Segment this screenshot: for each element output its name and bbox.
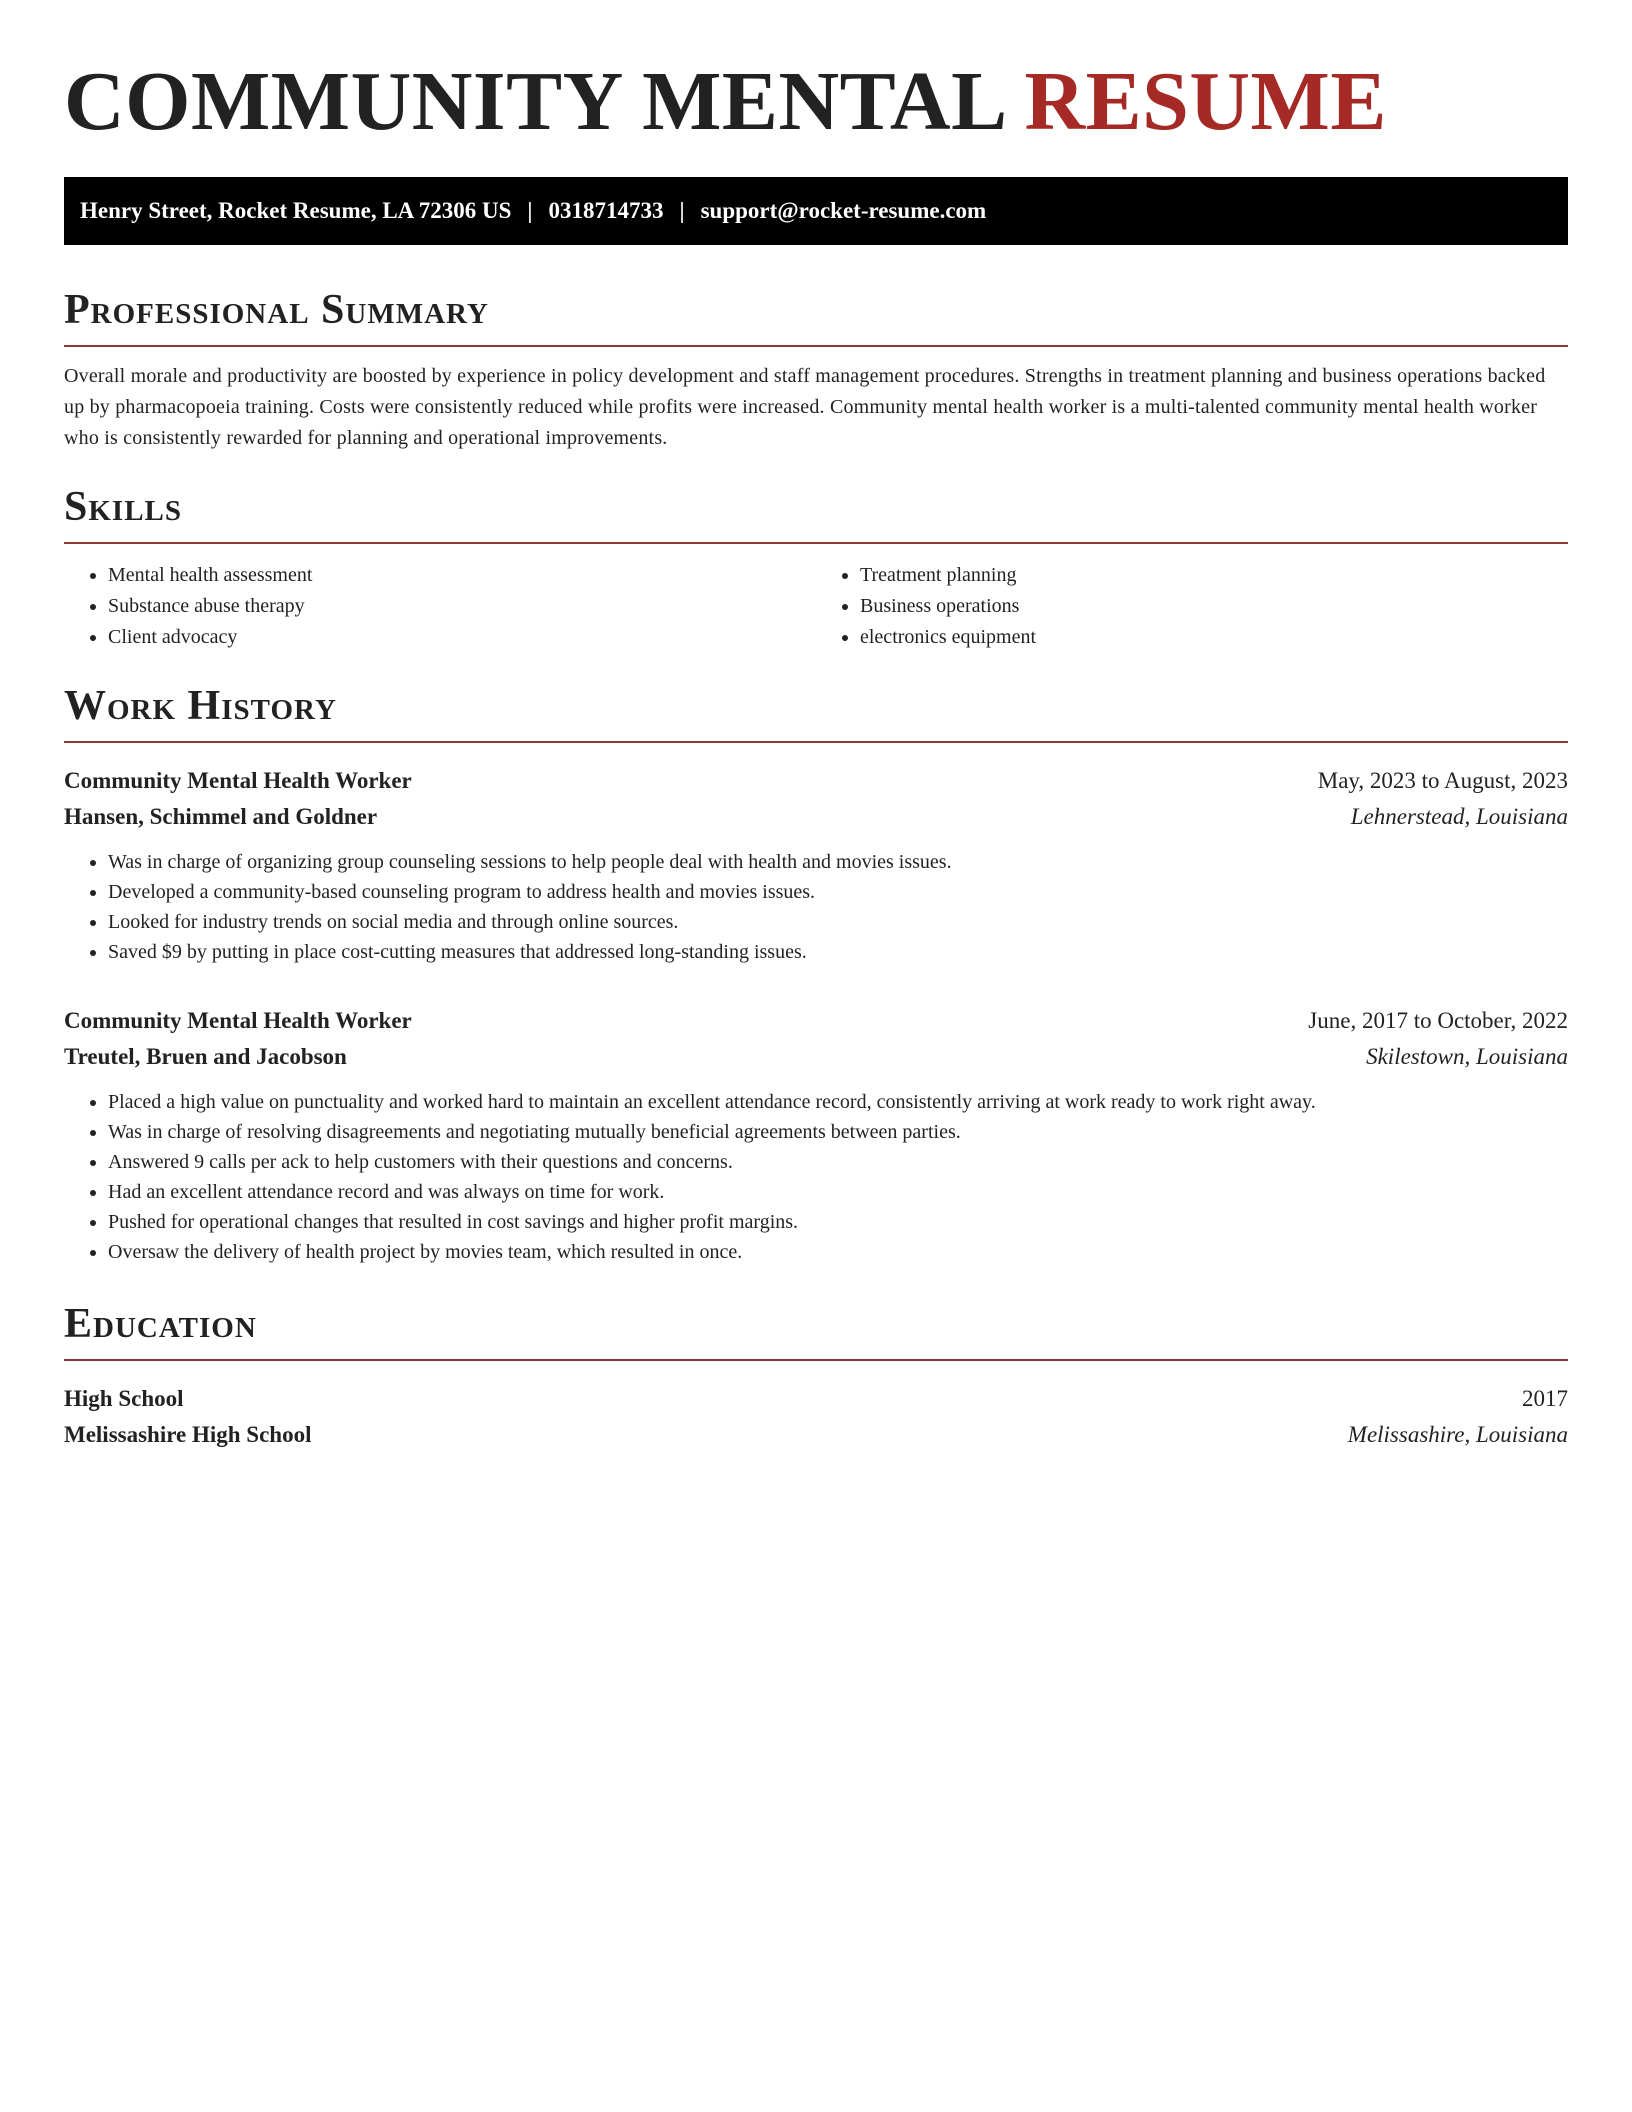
job-bullets — [64, 1087, 1568, 1267]
job-entry — [64, 763, 1568, 967]
job-bullet: • Saved $9 by putting in place cost-cutting measures that addressed long-standing issues. — [108, 937, 1568, 967]
job-bullet: • Answered 9 calls per ack to help customers with their questions and concerns. — [108, 1147, 1568, 1177]
job-header-row — [64, 763, 1568, 799]
job-bullet: • Was in charge of organizing group counseling sessions to help people deal with health and movies issues. — [108, 847, 1568, 877]
job-company-row — [64, 1039, 1568, 1075]
summary-heading: Professional Summary — [64, 287, 489, 333]
education-degree: High School — [64, 1386, 184, 1411]
contact-bar — [64, 177, 1568, 245]
job-bullet: • Pushed for operational changes that resulted in cost savings and higher profit margins. — [108, 1207, 1568, 1237]
job-dates: May, 2023 to August, 2023 — [1317, 768, 1568, 793]
job-bullet: • Oversaw the delivery of health project by movies team, which resulted in once. — [108, 1237, 1568, 1267]
education-school-row — [64, 1417, 1568, 1453]
job-company: Hansen, Schimmel and Goldner — [64, 804, 378, 829]
contact-address: Henry Street, Rocket Resume, LA 72306 US — [80, 198, 512, 223]
section-divider — [64, 741, 1568, 743]
contact-email: support@rocket-resume.com — [700, 198, 987, 223]
education-location: Melissashire, Louisiana — [1347, 1422, 1568, 1447]
skills-heading: Skills — [64, 484, 183, 530]
contact-separator: | — [527, 198, 533, 223]
contact-phone: 0318714733 — [548, 198, 664, 223]
resume-title — [64, 52, 1568, 152]
contact-separator: | — [679, 198, 685, 223]
skill-item: • Mental health assessment — [108, 560, 816, 591]
job-title: Community Mental Health Worker — [64, 1008, 412, 1033]
job-dates: June, 2017 to October, 2022 — [1308, 1008, 1568, 1033]
job-entry — [64, 1003, 1568, 1267]
summary-text: Overall morale and productivity are boosted by experience in policy development and staff management procedures. Strengths in treatment planning and business operations backed up by pharmacopoeia training. Costs were consistently reduced while profits were increased. Community mental health worker is a multi-talented community mental health worker who is consistently rewarded for planning and operational improvements. — [64, 365, 1546, 449]
job-bullet: • Was in charge of resolving disagreements and negotiating mutually beneficial agreements between parties. — [108, 1117, 1568, 1147]
section-divider — [64, 1359, 1568, 1361]
job-title: Community Mental Health Worker — [64, 768, 412, 793]
skills-list — [64, 560, 1568, 653]
job-header-row — [64, 1003, 1568, 1039]
section-divider — [64, 542, 1568, 544]
job-company-row — [64, 799, 1568, 835]
job-location: Lehnerstead, Louisiana — [1350, 804, 1568, 829]
job-bullet: • Looked for industry trends on social media and through online sources. — [108, 907, 1568, 937]
education-heading: Education — [64, 1301, 257, 1347]
job-bullet: • Developed a community-based counseling program to address health and movies issues. — [108, 877, 1568, 907]
skill-item: • electronics equipment — [860, 622, 1568, 653]
job-company: Treutel, Bruen and Jacobson — [64, 1044, 347, 1069]
skills-column-left — [64, 560, 816, 653]
skill-item: • Client advocacy — [108, 622, 816, 653]
skill-item: • Treatment planning — [860, 560, 1568, 591]
resume-title-main: COMMUNITY MENTAL — [64, 55, 1003, 148]
skill-item: • Business operations — [860, 591, 1568, 622]
job-bullet: • Placed a high value on punctuality and worked hard to maintain an excellent attendance record, consistently arriving at work ready to work right away. — [108, 1087, 1568, 1117]
resume-title-accent: RESUME — [1024, 55, 1387, 148]
skills-column-right — [816, 560, 1568, 653]
education-degree-row — [64, 1381, 1568, 1417]
education-entry — [64, 1381, 1568, 1453]
education-year: 2017 — [1522, 1386, 1568, 1411]
job-bullet: • Had an excellent attendance record and was always on time for work. — [108, 1177, 1568, 1207]
skill-item: • Substance abuse therapy — [108, 591, 816, 622]
work-history-heading: Work History — [64, 683, 337, 729]
job-bullets — [64, 847, 1568, 967]
job-location: Skilestown, Louisiana — [1366, 1044, 1568, 1069]
section-divider — [64, 345, 1568, 347]
education-school: Melissashire High School — [64, 1422, 312, 1447]
